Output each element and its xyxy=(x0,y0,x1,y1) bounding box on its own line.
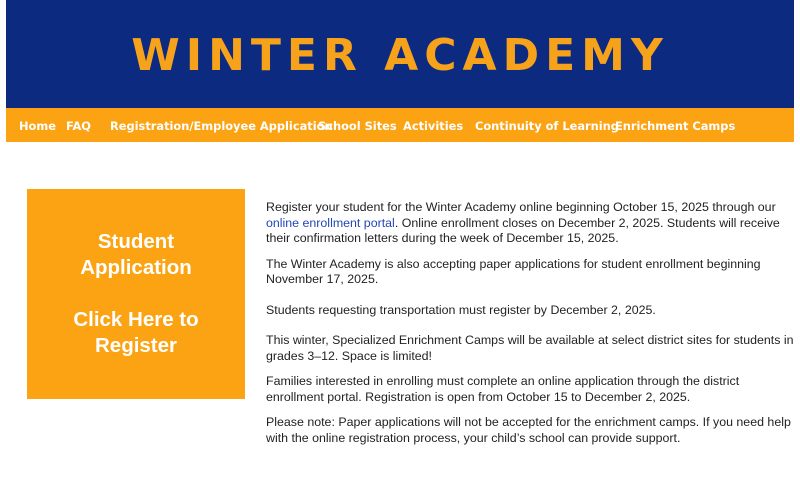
paragraph-online-registration xyxy=(266,200,796,247)
online-enrollment-portal-link[interactable]: online enrollment portal xyxy=(266,215,395,230)
p1-text-before: Register your student for the Winter Academy online beginning October 15, 2025 through our xyxy=(266,200,776,214)
nav-item-faq[interactable]: FAQ xyxy=(66,119,91,133)
cta-line-application: Application xyxy=(80,256,192,279)
nav-item-registration[interactable]: Registration/Employee Application xyxy=(110,119,333,133)
cta-line-student: Student xyxy=(97,230,175,253)
paragraph-transportation: Students requesting transportation must register by December 2, 2025. xyxy=(266,302,656,317)
paragraph-paper-applications: The Winter Academy is also accepting paper applications for student enrollment beginning November 17, 2025. xyxy=(266,256,761,286)
header-banner xyxy=(6,0,794,108)
cta-line-register: Register xyxy=(94,334,178,357)
paragraph-please-note: Please note: Paper applications will not be accepted for the enrichment camps. If you need help with the online registration process, your child’s school can provide support. xyxy=(266,415,791,445)
student-application-button[interactable] xyxy=(27,189,245,399)
paragraph-enrichment-camps: This winter, Specialized Enrichment Camps will be available at select district sites for students in grades 3–12. Space is limited! xyxy=(266,333,794,363)
paragraph-enrollment-portal: Families interested in enrolling must complete an online application through the district enrollment portal. Registration is open from October 15 to December 2, 2025. xyxy=(266,374,740,404)
nav-item-activities[interactable]: Activities xyxy=(403,119,464,133)
nav-item-enrichment-camps[interactable]: Enrichment Camps xyxy=(615,119,736,133)
main-nav xyxy=(6,108,794,142)
cta-line-click-here: Click Here to xyxy=(73,308,199,331)
main-content xyxy=(266,200,796,446)
nav-item-continuity-of-learning[interactable]: Continuity of Learning xyxy=(475,119,619,133)
p1-text-after: . Online enrollment closes on December 2, 2025. Students will receive their confirmation letters during the week of December 15, 2025. xyxy=(266,215,780,245)
site-title: WINTER ACADEMY xyxy=(131,29,669,81)
nav-item-school-sites[interactable]: School Sites xyxy=(318,119,397,133)
nav-item-home[interactable]: Home xyxy=(19,119,56,133)
